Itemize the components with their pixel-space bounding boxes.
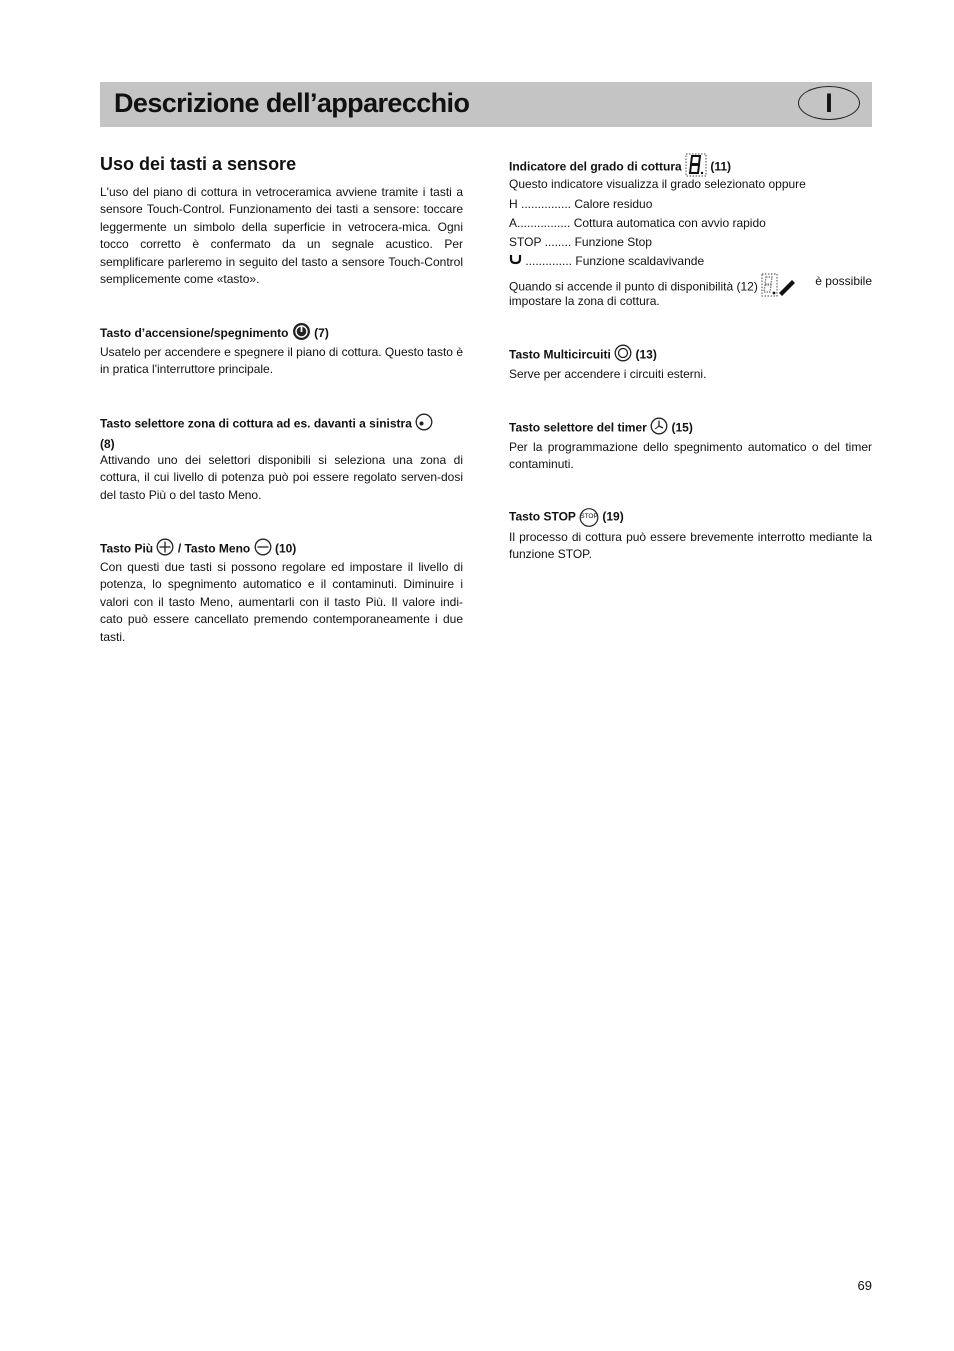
timer-title: Tasto selettore del timer (509, 420, 647, 435)
indicator-intro: Questo indicatore visualizza il grado selezionato oppure (509, 177, 806, 191)
indicator-title: Indicatore del grado di cottura (509, 159, 682, 174)
section-title: Uso dei tasti a sensore (100, 154, 297, 174)
plus-icon (156, 538, 174, 561)
code-row-stop (509, 234, 652, 251)
code-label: .............. (525, 254, 573, 268)
zone-key-ref: (8) (100, 437, 115, 451)
multicircuit-icon (614, 344, 632, 367)
indicator-ref: (11) (710, 159, 732, 174)
timer-ref: (15) (671, 420, 693, 435)
plus-key-title: Tasto Più (100, 541, 154, 556)
zone-selector-icon (415, 413, 433, 436)
zone-key-title: Tasto selettore zona di cottura ad es. davanti a sinistra (100, 416, 412, 431)
stop-body: Il processo di cottura può essere brevemente interrotto mediante la funzione STOP. (509, 530, 872, 561)
minus-key-title: / Tasto Meno (177, 541, 251, 556)
standby-text-post: è possibile (815, 274, 872, 288)
stop-icon-label: STOP (580, 513, 598, 520)
plus-minus-body: Con questi due tasti si possono regolare ed impostare il livello di potenza, lo spegnimento automatico e il contaminuti. Diminuire i valori con il tasto Meno, aumentarli con il tasto Più. Il valore indi-cato può essere cancellato premendo contemporaneamente i due tasti. (100, 560, 463, 644)
multicircuit-title: Tasto Multicircuiti (509, 347, 611, 362)
code-row-a (509, 215, 766, 232)
page-number: 69 (857, 1278, 872, 1293)
power-key-ref: (7) (314, 326, 329, 341)
language-badge: I (798, 86, 860, 120)
stop-heading (509, 508, 872, 527)
standby-text-pre: Quando si accende il punto di disponibilità (12) (509, 279, 758, 294)
multicircuit-heading (509, 344, 872, 367)
stop-title: Tasto STOP (509, 509, 576, 524)
standby-line-2: impostare la zona di cottura. (509, 294, 660, 308)
stop-icon (579, 508, 599, 527)
power-key-heading (100, 322, 463, 346)
power-icon (292, 322, 311, 346)
zone-key-heading (100, 413, 463, 453)
minus-icon (254, 538, 272, 561)
stop-ref: (19) (602, 509, 624, 524)
code-desc: Funzione scaldavivande (575, 254, 705, 268)
timer-icon (650, 417, 668, 440)
power-key-body: Usatelo per accendere e spegnere il piano di cottura. Questo tasto è in pratica l'interruttore principale. (100, 345, 463, 377)
header-bar (100, 82, 872, 127)
code-row-h (509, 196, 652, 213)
page-title: Descrizione dell’apparecchio (114, 88, 470, 118)
code-desc: Calore residuo (574, 197, 653, 211)
zone-key-body: Attivando uno dei selettori disponibili si seleziona una zona di cottura, il cui livello di potenza può poi essere regolato serven-dosi del tasto Più o del tasto Meno. (100, 453, 463, 502)
code-label: H ............... (509, 197, 572, 211)
standby-point-icon (761, 273, 797, 302)
timer-heading (509, 417, 872, 440)
timer-body: Per la programmazione dello spegnimento automatico o del timer contaminuti. (509, 440, 872, 471)
power-key-title: Tasto d’accensione/spegnimento (100, 326, 289, 341)
code-label: STOP ........ (509, 235, 572, 249)
code-row-warming (509, 253, 704, 270)
warming-symbol-icon (509, 253, 522, 270)
code-desc: Cottura automatica con avvio rapido (573, 216, 766, 230)
multicircuit-ref: (13) (635, 347, 657, 362)
code-label: A................ (509, 216, 571, 230)
code-desc: Funzione Stop (574, 235, 652, 249)
multicircuit-body: Serve per accendere i circuiti esterni. (509, 367, 707, 381)
intro-paragraph: L'uso del piano di cottura in vetroceramica avviene tramite i tasti a sensore Touch-Control. Funzionamento dei tasti a sensore: toccare leggermente un simbolo della superficie in vetrocera-mica. Ogni tocco corretto è confermato da un segnale acustico. Per semplificare parleremo in seguito del tasto a sensore Touch-Control semplicemente come «tasto». (100, 185, 463, 287)
plus-minus-heading (100, 538, 463, 561)
plus-minus-ref: (10) (274, 541, 297, 556)
